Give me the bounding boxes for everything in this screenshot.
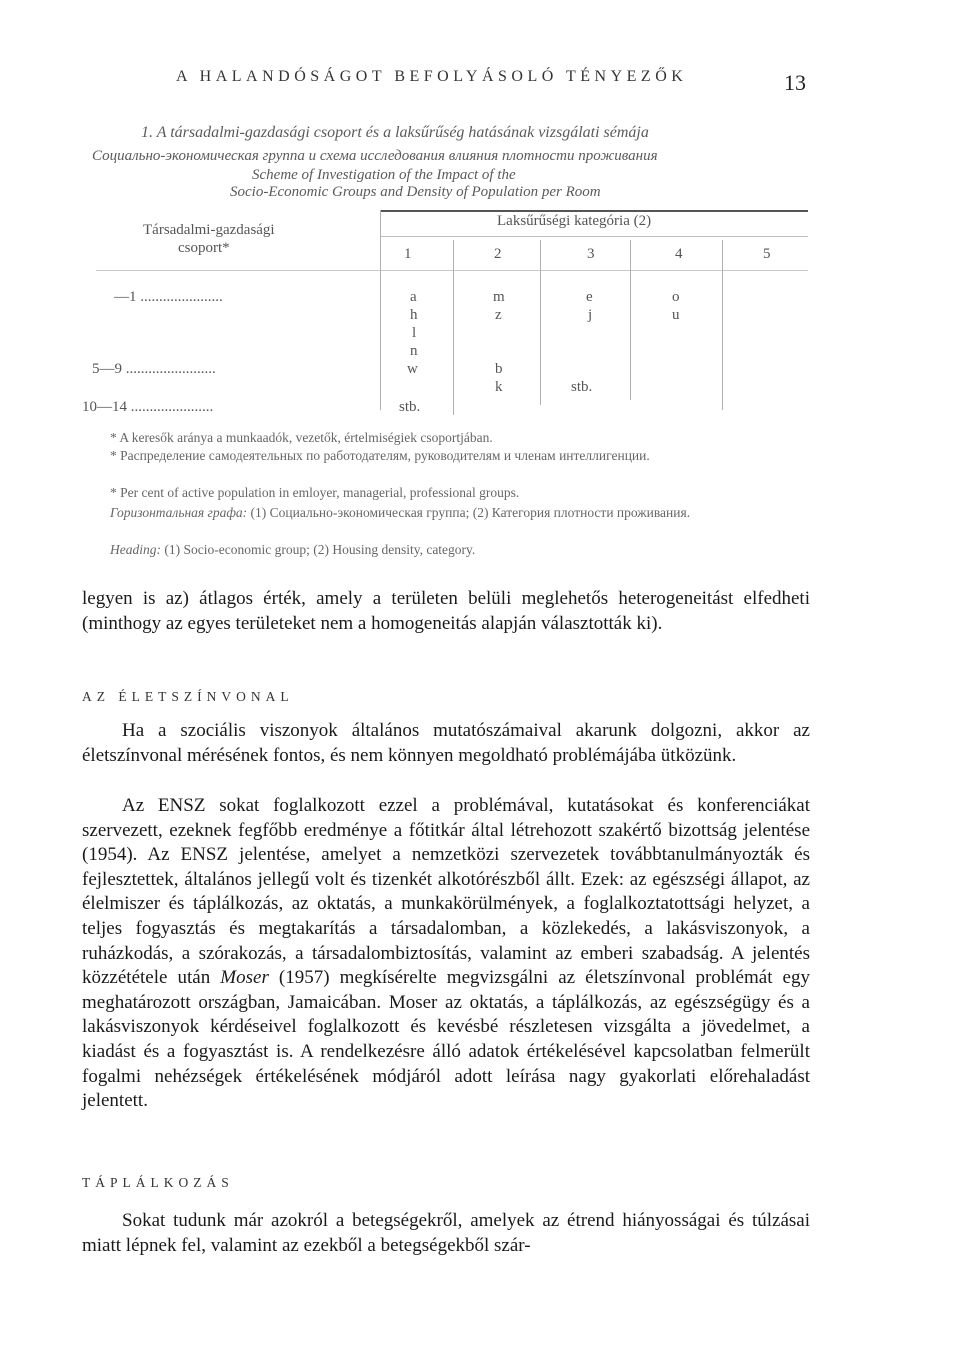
body-paragraph-2 (82, 719, 810, 768)
section-title-eletszinvonal: AZ ÉLETSZÍNVONAL (82, 689, 294, 704)
body-paragraph-3 (82, 794, 810, 1114)
density-category-header: Laksűrűségi kategória (2) (497, 213, 652, 229)
body-paragraph-4 (82, 1209, 810, 1258)
row-label-1: —1 ...................... (114, 289, 223, 305)
table-header-rule (96, 270, 808, 271)
col-header-1: 1 (404, 246, 412, 262)
body-paragraph-1: legyen is az) átlagos érték, amely a területen belüli meglehetős heterogeneitást elfedheti (minthogy az egyes területeket nem a homogeneitás alapján választották ki). (82, 588, 810, 634)
heading-text-ru: (1) Социально-экономическая группа; (2) Категория плотности проживания. (247, 505, 691, 520)
table-cell: b (495, 361, 503, 377)
figure-caption-hu: 1. A társadalmi-gazdasági csoport és a laksűrűség hatásának vizsgálati sémája (141, 124, 649, 141)
table-cell: u (672, 307, 680, 323)
table-note-hu: * A keresők aránya a munkaadók, vezetők, értelmiségiek csoportjában. (110, 430, 493, 445)
table-cell: l (412, 325, 417, 341)
table-cell: k (495, 379, 503, 395)
table-cell: stb. (399, 399, 421, 415)
row-label-7: 10—14 ...................... (82, 399, 214, 415)
row-header-line-2: csoport* (178, 240, 230, 256)
table-col-divider-1 (453, 240, 454, 415)
table-note-en: * Per cent of active population in emloyer, managerial, professional groups. (110, 485, 520, 500)
row-header-line-1: Társadalmi-gazdasági (143, 222, 275, 238)
paragraph-text: Sokat tudunk már azokról a betegségekről, amelyek az étrend hiányosságai és túlzásai miatt lépnek fel, valamint az ezekből a betegségekből szár- (82, 1210, 810, 1256)
table-heading-note-ru (82, 503, 810, 522)
table-cell: a (410, 289, 417, 305)
table-cell: stb. (571, 379, 593, 395)
table-cell: n (410, 343, 418, 359)
figure-caption-en-1: Scheme of Investigation of the Impact of the (252, 167, 516, 183)
table-subheader-rule (380, 236, 808, 237)
paragraph-text: Ha a szociális viszonyok általános mutatószámaival akarunk dolgozni, akkor az életszínvonal mérésének fontos, és nem könnyen megoldható problémájába ütközünk. (82, 720, 810, 766)
table-cell: h (410, 307, 418, 323)
table-col-divider-3 (630, 240, 631, 400)
heading-text-en: (1) Socio-economic group; (2) Housing density, category. (161, 542, 476, 557)
heading-label-ru: Горизонтальная графа: (110, 505, 248, 520)
table-col-divider-4 (722, 240, 723, 410)
heading-label-en: Heading: (110, 542, 161, 557)
col-header-5: 5 (763, 246, 771, 262)
table-cell: j (588, 307, 593, 323)
paragraph-text-b: (1957) megkísérelte megvizsgálni az életszínvonal problémát egy meghatározott országban, Jamaicában. Moser az oktatás, a táplálkozás, az egészségügy és a lakásviszonyok kérdéseivel foglalkozott és kevésbé részletesen vizsgálta a jövedelmet, a kiadást és a fogyasztást is. A rendelkezésre álló adatok értékelésével kapcsolatban felmerült fogalmi nehézségek értékelésének módjáról adott leírása nagy gyakorlati előrehaladást jelentett. (82, 967, 810, 1112)
col-header-3: 3 (587, 246, 595, 262)
col-header-2: 2 (494, 246, 502, 262)
table-col-divider-2 (540, 240, 541, 405)
table-cell: o (672, 289, 680, 305)
figure-caption-en-2: Socio-Economic Groups and Density of Population per Room (230, 184, 601, 200)
author-name-moser: Moser (220, 967, 269, 989)
paragraph-text-a: Az ENSZ sokat foglalkozott ezzel a problémával, kutatásokat és konferenciákat szervezett, ezeknek fegfőbb eredménye a főtitkár által létrehozott szakértő bizottság jelentése (1954). Az ENSZ jelentése, amelyet a nemzetközi szervezetek továbbtanulmányozták és fejlesztettek, általános jellegű volt és tizenkét alkotórészből állt. Ezek: az egészségi állapot, az élelmiszer és táplálkozás, az oktatás, a munkakörülmények, a foglalkoztatottsági helyzet, a teljes fogyasztás és megtakarítás a társadalomban, a közlekedés, a lakásviszonyok, a ruházkodás, a szórakozás, a társadalombiztosítás, valamint az emberi szabadság. A jelentés közzététele után (82, 795, 810, 989)
table-cell: w (407, 361, 418, 377)
table-cell: m (493, 289, 505, 305)
table-col-divider-0 (380, 210, 381, 410)
figure-caption-ru: Социально-экономическая группа и схема исследования влияния плотности проживания (92, 148, 658, 164)
table-cell: e (586, 289, 593, 305)
table-note-ru: * Распределение самодеятельных по работодателям, руководителям и членам интеллигенции. (110, 448, 650, 463)
col-header-4: 4 (675, 246, 683, 262)
running-title: A HALANDÓSÁGOT BEFOLYÁSOLÓ TÉNYEZŐK (176, 68, 688, 85)
table-heading-note-en (82, 540, 810, 559)
table-top-rule (380, 210, 808, 212)
page-number: 13 (784, 70, 806, 95)
section-title-taplalkozas: TÁPLÁLKOZÁS (82, 1175, 234, 1190)
row-label-5: 5—9 ........................ (92, 361, 216, 377)
table-cell: z (495, 307, 502, 323)
